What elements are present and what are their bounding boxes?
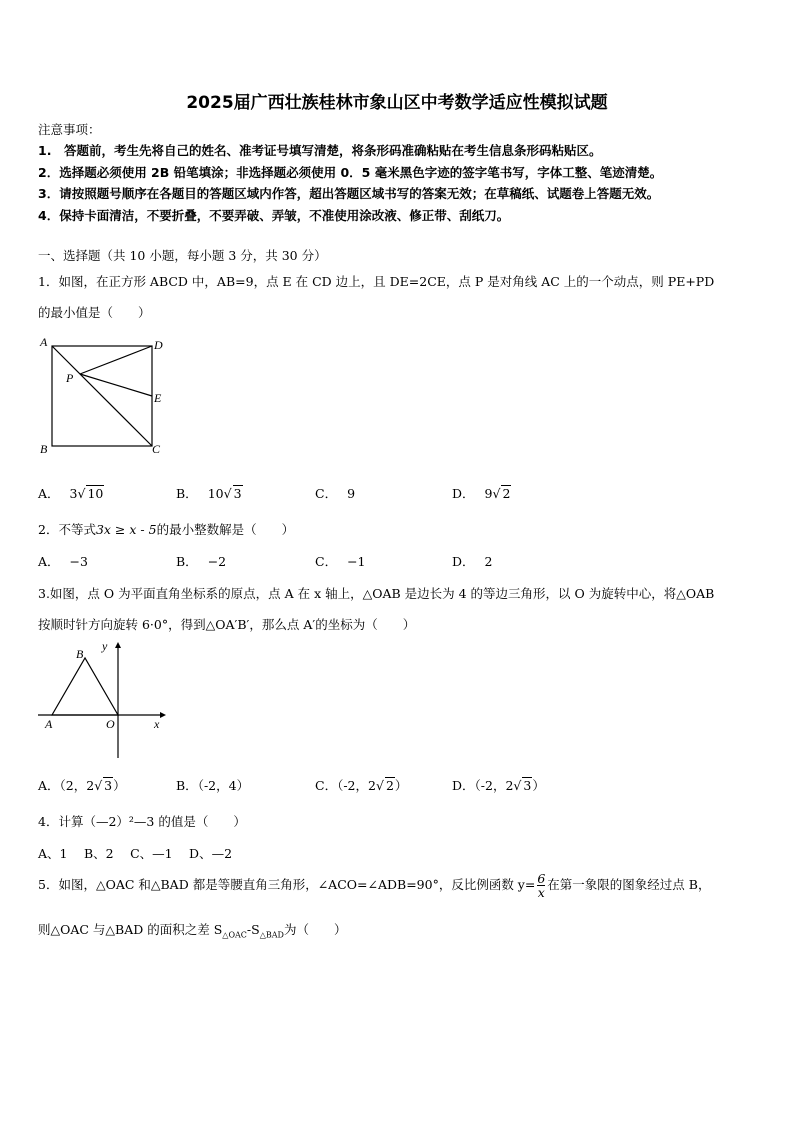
q1-option-c: C． 9 xyxy=(315,486,356,501)
label-a: A xyxy=(45,717,53,731)
q3-text-line1: 3.如图，点 O 为平面直角坐标系的原点，点 A 在 x 轴上，△OAB 是边长为 4 的等边三角形，以 O 为旋转中心，将△OAB xyxy=(38,586,715,601)
label-o: O xyxy=(106,717,115,731)
label-a: A xyxy=(40,335,48,349)
label-c: C xyxy=(152,442,161,456)
q5-text-line2: 则△OAC 与△BAD 的面积之差 $S_{\triangle OAC}-S_{\triangle BAD}$为（ ） xyxy=(38,922,347,940)
q2-option-c: C． −1 xyxy=(315,554,366,569)
triangle-oab xyxy=(52,658,118,715)
notice-item-3: 3．请按照题号顺序在各题目的答题区域内作答，超出答题区域书写的答案无效；在草稿纸、试题卷上答题无效。 xyxy=(38,186,660,201)
q3-coordinate-figure xyxy=(36,638,171,763)
q1-square-figure xyxy=(36,334,176,459)
notice-item-1: 1. 答题前，考生先将自己的姓名、准考证号填写清楚，将条形码准确粘贴在考生信息条形码粘贴区。 xyxy=(38,143,602,158)
q2-text: 2．不等式3x ≥ x - 5的最小整数解是（ ） xyxy=(38,522,295,537)
fraction-6-over-x: $\frac{6}{x}$ xyxy=(537,871,546,900)
label-b: B xyxy=(76,647,84,661)
q3-text-line2: 按顺时针方向旋转 6·0°，得到△OA′B′，那么点 A′的坐标为（ ） xyxy=(38,617,416,632)
q4-options: A、1 B、2 C、—1 D、—2 xyxy=(38,846,233,861)
q5-text-line1: 5．如图，△OAC 和△BAD 都是等腰直角三角形，∠ACO=∠ADB=90°，反比例函数 y= $\frac{6}{x}$ 在第一象限的图象经过点 B， xyxy=(38,871,711,900)
q4-text: 4．计算（—2）²—3 的值是（ ） xyxy=(38,814,246,829)
notice-heading: 注意事项： xyxy=(38,122,101,137)
q1-option-a: A． 3√ 10 xyxy=(38,486,104,501)
q3-option-b: B．（-2，4） xyxy=(176,778,250,793)
label-p: P xyxy=(66,371,74,385)
label-b: B xyxy=(40,442,48,456)
segment-pd xyxy=(80,346,152,374)
section-heading: 一、选择题（共 10 小题，每小题 3 分，共 30 分） xyxy=(38,248,327,263)
q1-option-b: B． 10√ 3 xyxy=(176,486,242,501)
notice-item-4: 4．保持卡面清洁，不要折叠，不要弄破、弄皱，不准使用涂改液、修正带、刮纸刀。 xyxy=(38,208,510,223)
q1-option-d: D． 9√ 2 xyxy=(452,486,511,501)
q2-option-a: A． −3 xyxy=(38,554,88,569)
label-y: y xyxy=(102,639,108,653)
q2-option-d: D． 2 xyxy=(452,554,493,569)
q3-option-a: A．（2，2√ 3） xyxy=(38,778,126,793)
label-e: E xyxy=(154,391,162,405)
diagonal-ac xyxy=(52,346,152,446)
notice-item-2: 2．选择题必须使用 2B 铅笔填涂；非选择题必须使用 0．5 毫米黑色字迹的签字笔书写，字体工整、笔迹清楚。 xyxy=(38,165,663,180)
x-axis-arrow xyxy=(160,712,166,718)
q1-text-line1: 1．如图，在正方形 ABCD 中，AB=9，点 E 在 CD 边上，且 DE=2CE，点 P 是对角线 AC 上的一个动点，则 PE+PD xyxy=(38,274,715,289)
label-x: x xyxy=(154,717,160,731)
label-d: D xyxy=(154,338,163,352)
q3-option-d: D．（-2，2√ 3） xyxy=(452,778,545,793)
y-axis-arrow xyxy=(115,642,121,648)
exam-title: 2025届广西壮族桂林市象山区中考数学适应性模拟试题 xyxy=(186,93,608,113)
q1-text-line2: 的最小值是（ ） xyxy=(38,305,151,320)
q2-option-b: B． −2 xyxy=(176,554,227,569)
q3-option-c: C．（-2，2√ 2） xyxy=(315,778,408,793)
